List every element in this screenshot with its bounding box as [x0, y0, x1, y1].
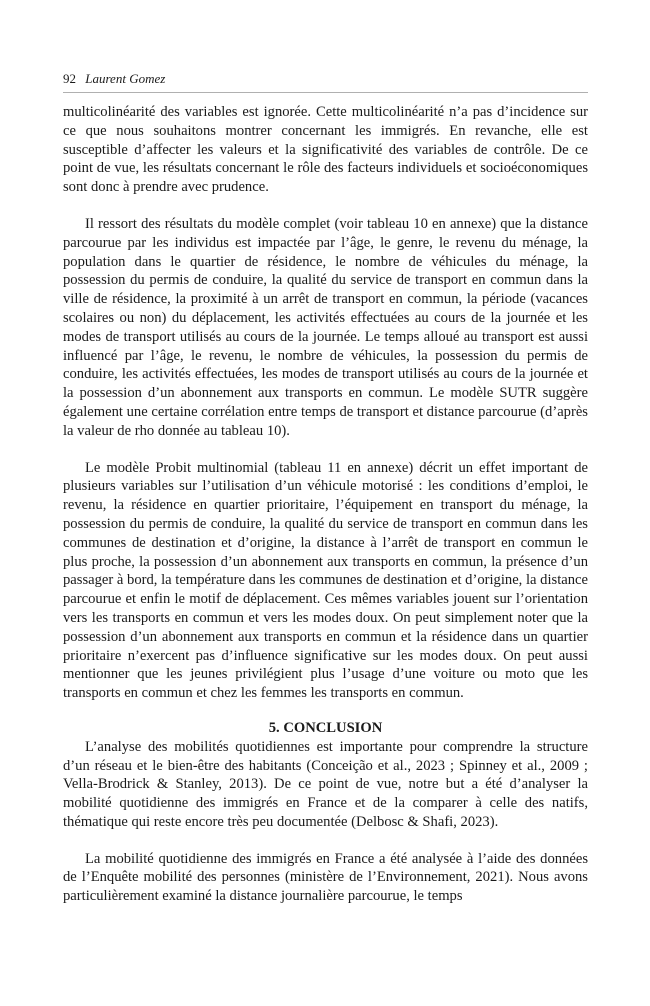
running-header [63, 71, 588, 87]
page-number: 92 [63, 71, 76, 86]
section-heading: 5. CONCLUSION [268, 719, 383, 736]
header-rule [63, 92, 588, 93]
paragraph-2: Il ressort des résultats du modèle complet (voir tableau 10 en annexe) que la distance parcourue par les individus est impactée par l’âge, le genre, le revenu du ménage, la population dans le quartier de résidence, le nombre de véhicules du ménage, la possession du permis de conduire, la qualité du service de transport en commun dans la ville de résidence, la proximité à un arrêt de transport en commun, la période (vacances scolaires ou non) du déplacement, les activités effectuées au cours de la journée et les modes de transport utilisés au cours de la journée. Le temps alloué au transport est aussi influencé par l’âge, le revenu, le nombre de véhicules, la possession du permis de conduire, les activités effectuées, les modes de transport utilisés au cours de la journée et la possession d’un abonnement aux transports en commun. Le modèle SUTR suggère également une certaine corrélation entre temps de transport et distance parcourue (d’après la valeur de rho donnée au tableau 10). [63, 215, 588, 439]
paragraph-1: multicolinéarité des variables est ignorée. Cette multicolinéarité n’a pas d’incidence sur ce que nous souhaitons montrer concernant les immigrés. En revanche, elle est susceptible d’affecter les valeurs et la significativité des variables de contrôle. De ce point de vue, les résultats concernant le rôle des facteurs individuels et socioéconomiques sont donc à prendre avec prudence. [63, 104, 588, 196]
paragraph-4: L’analyse des mobilités quotidiennes est importante pour comprendre la structure d’un réseau et le bien-être des habitants (Conceição et al., 2023 ; Spinney et al., 2009 ; Vella-Brodrick & Stanley, 2013). De ce point de vue, notre but a été d’analyser la mobilité quotidienne des immigrés en France et de la comparer à celle des natifs, thématique qui reste encore très peu documentée (Delbosc & Shafi, 2023). [63, 738, 588, 830]
running-author: Laurent Gomez [85, 71, 166, 86]
paragraph-3: Le modèle Probit multinomial (tableau 11 en annexe) décrit un effet important de plusieurs variables sur l’utilisation d’un véhicule motorisé : les conditions d’emploi, le revenu, la résidence en quartier prioritaire, l’équipement en transport du ménage, la possession du permis de conduire, la qualité du service de transport en commun dans les communes de destination et d’origine, la distance à l’arrêt de transport en commun le plus proche, la possession d’un abonnement aux transports en commun, la présence d’un passager à bord, la température dans les communes de destination et d’origine, la distance parcourue et enfin le motif de déplacement. Ces mêmes variables jouent sur l’orientation vers les transports en commun et vers les modes doux. On peut simplement noter que la possession d’un abonnement aux transports en commun et la résidence dans un quartier prioritaire n’exercent pas d’influence significative sur les modes doux. On peut aussi mentionner que les jeunes privilégient plus l’usage d’une voiture ou moto que les transports en commun et chez les femmes les transports en commun. [63, 459, 588, 702]
body-text [63, 103, 588, 906]
paragraph-5: La mobilité quotidienne des immigrés en France a été analysée à l’aide des données de l’Enquête mobilité des personnes (ministère de l’Environnement, 2021). Nous avons particulièrement examiné la distance journalière parcourue, le temps [63, 850, 588, 905]
